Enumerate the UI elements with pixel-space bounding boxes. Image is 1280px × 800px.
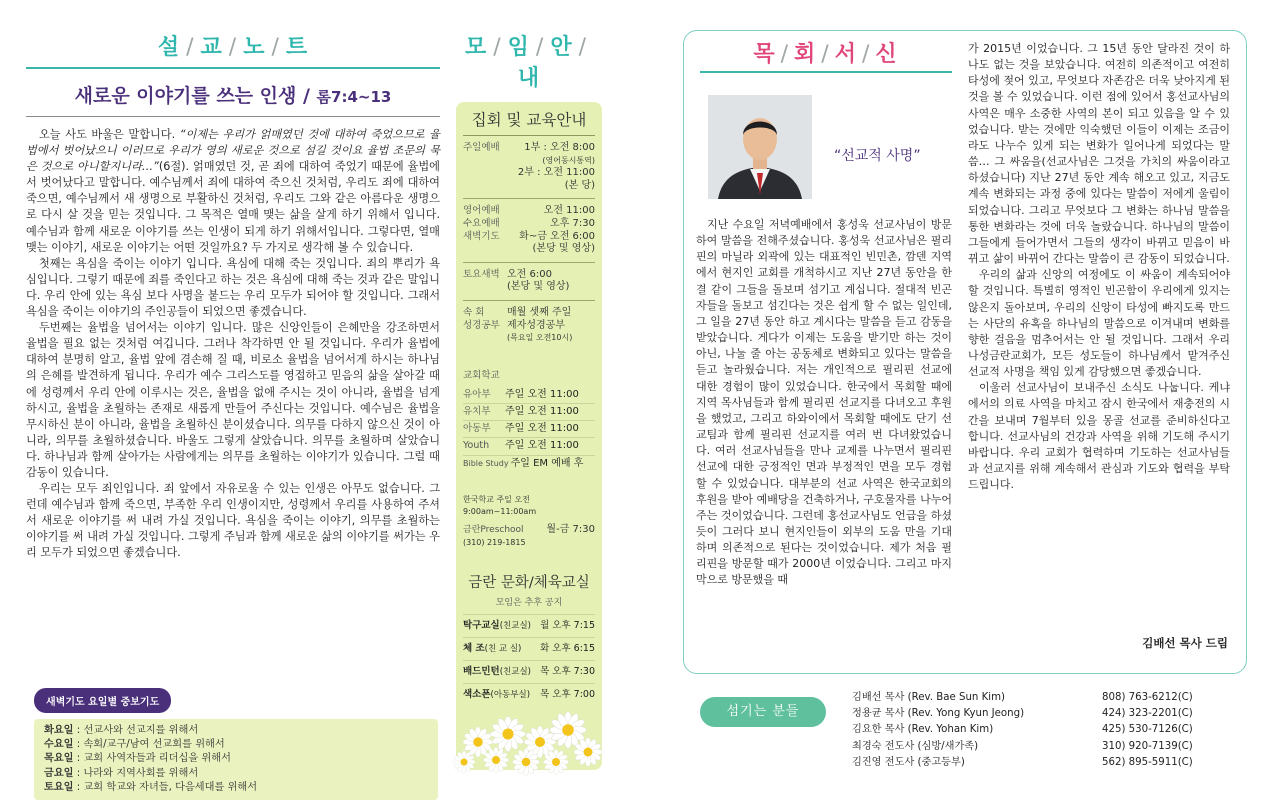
letter-text-left (696, 217, 952, 589)
culture-row: 배드민턴(친교실) 목 오후 7:30 (463, 660, 595, 683)
culture-class-title: 금란 문화/체육교실 (468, 575, 590, 592)
sermon-paragraph: 오늘 사도 바울은 말합니다. “이제는 우리가 얽매였던 것에 대하여 죽었으므로 율법에서 벗어났으니 이러므로 우리가 영의 새로운 것으로 섬길 것이요 율법 조문의 묵은 것으로 아니할지니라…”(6절). 얽매였던 것, 곧 죄에 대하여 죽었기 때문에 율법에서 벗어났다고 말합니다. 예수님께서 죄에 대하여 죽으신 것처럼, 우리도 죄에 대하여 죽으면, 예수님께서 새 생명으로 부활하신 것처럼, 우리도 그와 같은 아름다운 생명으로 다시 살 것을 믿는 것입니다. 그 목적은 열매 맺는 삶을 살게 하기 위해서 입니다. 예수님과 함께 새로운 이야기를 쓰는 인생이 되게 하기 위해서입니다. 그렇다면, 열매 맺는 이야기, 새로운 이야기는 어떤 것일까요? 두 가지로 생각해 볼 수 있습니다. (26, 128, 440, 254)
church-school-title: 교회학교 (463, 369, 500, 381)
schedule-column (456, 30, 602, 775)
sermon-heading-divider (26, 116, 440, 117)
letter-text-right (968, 41, 1230, 493)
schedule-box-title: 집회 및 교육안내 (463, 108, 595, 136)
sermon-paragraph: 첫째는 욕심을 죽이는 이야기 입니다. 욕심에 대해 죽는 것입니다. 죄의 뿌리가 욕심입니다. 그렇기 때문에 죄를 죽인다고 하는 것은 욕심에 대해 죽는 것과 같은 말입니다. 우리 안에 있는 욕심 보다 사명을 붙드는 우리 모두가 되어야 할 것입니다. 그래서 욕심을 죽이는 이야기의 주인공들이 되었으면 좋겠습니다. (26, 256, 440, 319)
pastor-portrait (708, 95, 812, 199)
culture-row: 색소폰(아동부실) 목 오후 7:00 (463, 683, 595, 706)
letter-paragraph: 우리의 삶과 신앙의 여정에도 이 싸움이 계속되어야 할 것입니다. 특별히 영적인 빈곤함이 우리에게 있지는 않은지 돌아보며, 우리의 신앙이 타성에 빠지도록 만드는 사단의 유혹을 하나님의 말씀으로 이겨내며 변화를 향한 걸음을 멈추어서는 안 될 것입니다. 그래서 우리 나성금란교회가, 모든 성도들이 하나님께서 맡겨주신 선교적 사명을 책임 있게 감당했으면 좋겠습니다. (968, 268, 1230, 379)
letter-signature: 김배선 목사 드림 (1142, 636, 1228, 650)
culture-row: 탁구교실(친교실) 월 오후 7:15 (463, 614, 595, 637)
servers-tag: 섬기는 분들 (700, 697, 826, 727)
dawn-prayer-list (34, 719, 438, 800)
schedule-row: 영어예배 오전 11:00 (463, 205, 595, 217)
sermon-heading (26, 81, 440, 108)
schedule-row: 유아부 주일 오전 11:00 (463, 387, 595, 404)
schedule-row: 성경공부 제자성경공부 (463, 319, 565, 331)
preschool-phone: (310) 219-1815 (463, 537, 526, 547)
list-item: 화요일 : 선교사와 선교지를 위해서 (44, 725, 199, 736)
scripture-quote: “이제는 우리가 얽매였던 것에 대하여 죽었으므로 율법에서 벗어났으니 이러므로 우리가 영의 새로운 것으로 섬길 것이요 율법 조문의 묵은 것으로 아니할지니라…” (26, 128, 440, 174)
schedule-row: (영어동시통역) (542, 155, 595, 165)
schedule-section-title: 모 / 임 / 안 /내 (464, 35, 588, 91)
culture-row: 체 조(친 교 실) 화 오후 6:15 (463, 637, 595, 660)
preschool-row: 금란Preschool 월-금 7:30 (463, 523, 595, 535)
culture-class-note: 모임은 추후 공지 (495, 598, 563, 609)
letter-paragraph: 가 2015년 이었습니다. 그 15년 동안 달라진 것이 하나도 없는 것을 보았습니다. 여전히 의존적이고 여전히 타성에 젖어 있고, 무엇보다 자존감은 더욱 낮아지게 된 것을 볼 수 있었습니다. 이런 점에 있어서 홍선교사님의 사역은 매우 소중한 사역의 본이 되고 있음을 알 수 있었습니다. 받는 것에만 익숙했던 이들이 이제는 조금이라도 나누수 있게 되는 변화가 일어나게 되었다는 말씀… 그 싸움을(선교사님은 그것을 가치의 싸움이라고 하셨습니다) 지난 27년 동안 계속 해오고 있고, 지금도 계속 변화되는 과정 중에 있다는 말씀이 저에게 울림이 되었습니다. 그리고 무엇보다 그 변화는 하나님 말씀을 통한 변화라는 것에 더욱 놀랐습니다. 하나님의 말씀이 그들에게 들어가면서 그들의 생각이 바뀌고 믿음이 바뀌고 삶이 바뀌어 간다는 말씀이 큰 감동이 되었습니다. (968, 42, 1230, 266)
schedule-row: 주일예배 1부 : 오전 8:00 (463, 142, 595, 153)
daisy-decoration (456, 690, 602, 770)
schedule-row: 유치부 주일 오전 11:00 (463, 404, 595, 421)
schedule-row: 새벽기도 화~금 오전 6:00 (463, 230, 595, 242)
dawn-prayer-tag: 새벽기도 요일별 중보기도 (34, 688, 171, 713)
sermon-section-title: 설 / 교 / 노 / 트 (157, 35, 309, 60)
schedule-row: 토요새벽 오전 6:00 (463, 268, 552, 280)
list-item: 목요일 : 교회 사역자들과 리더십을 위해서 (44, 753, 231, 765)
schedule-row: 아동부 주일 오전 11:00 (463, 421, 595, 438)
letter-section-title: 목 / 회 / 서 / 신 (753, 42, 897, 67)
sermon-paragraph: 우리는 모두 죄인입니다. 죄 앞에서 자유로울 수 있는 인생은 아무도 없습니다. 그런데 예수님과 함께 죽으면, 부족한 우리 인생이지만, 성령께서 우리를 사용하여 주셔서 새로운 이야기를 써 내려 가실 것입니다. 욕심을 죽이는 이야기, 의무를 초월하는 이야기를 써 내려 가실 것입니다. 그렇게 주님과 함께 새로운 삶의 이야기를 써가는 우리 모두가 되었으면 좋겠습니다. (26, 482, 440, 560)
list-item: 정용균 목사 (Rev. Yong Kyun Jeong) 424) 323-2201(C) (852, 708, 1193, 720)
sermon-title-rule (26, 67, 440, 69)
list-item: 수요일 : 속회/교구/남여 선교회를 위해서 (44, 739, 225, 751)
list-item: 김요한 목사 (Rev. Yohan Kim) 425) 530-7126(C) (852, 724, 1193, 736)
schedule-row: Bible Study 주일 EM 예배 후 (463, 457, 584, 469)
list-item: 최경숙 전도사 (심방/새가족) 310) 920-7139(C) (852, 740, 1193, 752)
list-item: 토요일 : 교회 학교와 자녀들, 다음세대를 위해서 (44, 781, 258, 793)
letter-subtitle: “선교적 사명” (834, 148, 921, 164)
sermon-title: 새로운 이야기를 쓰는 인생 / (74, 85, 310, 107)
schedule-row: 수요예배 오후 7:30 (463, 217, 595, 229)
letter-paragraph: 지난 수요일 저녁예배에서 홍성욱 선교사님이 방문하여 말씀을 전해주셨습니다. 홍성욱 선교사님은 필리핀의 마닐라 외곽에 있는 대표적인 빈민촌, 깜덴 지역에서 현지인 교회를 개척하시고 지난 27년 동안을 한결 같이 그들을 돌보며 섬기고 계십니다. 절대적 빈곤자들을 돌보고 섬긴다는 것은 쉽게 할 수 없는 일인데, 그 일을 27년 동안 하고 계시다는 말씀을 듣고 감동을 받았습니다. 게다가 이제는 도움을 받기만 하는 것이 아닌, 나눌 줄 아는 공동체로 변화되고 있다는 말씀을 듣고 놀라웠습니다. 저는 개인적으로 필리핀 선교에 대한 경험이 많이 있었습니다. 한국에서 목회할 때에 지역 목사님들과 함께 필리핀 선교지를 다녀오고 후원을 했었고, 그리고 하와이에서 목회할 때에도 단기 선교팀과 함께 필리핀 선교지를 여러 번 다녀왔었습니다. 여러 선교사님들을 만나 교제를 나누면서 필리핀 선교에 대한 긍정적인 면과 부정적인 면을 모두 경험할 수 있었습니다. 대부분의 선교 사역은 한국교회의 후원을 받아 예배당을 건축하거나, 구호물자를 나누어 주는 것이었습니다. 그런데 홍선교사님도 언급을 하셨듯이 그러다 보니 현지인들이 외부의 도움 만을 기대하며 의존적으로 된다는 것이었습니다. 제가 처음 필리핀을 방문할 때가 2000년 이었습니다. 그리고 마지막으로 방문했을 때 (696, 218, 952, 587)
sermon-column (26, 30, 440, 793)
list-item: 김배선 목사 (Rev. Bae Sun Kim) 808) 763-6212(C) (852, 692, 1193, 703)
schedule-row: 2부 : 오전 11:00 (517, 167, 595, 179)
schedule-row: Youth 주일 오전 11:00 (463, 438, 595, 455)
pastoral-letter-box (683, 30, 1247, 674)
schedule-row: (본당 및 영상) (507, 281, 570, 293)
schedule-row: (본당 및 영상) (532, 243, 595, 255)
letter-paragraph: 이울러 선교사님이 보내주신 소식도 나눕니다. 케냐에서의 의료 사역을 마치고 잠시 한국에서 재충전의 시간을 보내며 7월부터 있을 몽골 선교를 준비하신다고 합니다. 선교사님의 건강과 사역을 위해 기도해 주시기 바랍니다. 우리 교회가 협력하며 기도하는 선교사님들과 선교지를 위해 계속해서 관심과 기도와 협력을 부탁드립니다. (968, 381, 1230, 492)
letter-title-rule (700, 71, 952, 73)
list-item: 김진영 전도사 (중고등부) 562) 895-5911(C) (852, 756, 1193, 768)
sermon-body (26, 127, 440, 562)
sermon-paragraph: 두번째는 율법을 넘어서는 이야기 입니다. 많은 신앙인들이 은혜만을 강조하면서 율법을 필요 없는 것처럼 여깁니다. 그러나 착각하면 안 될 것입니다. 우리가 율법에 대하여 분명히 알고, 율법 앞에 겸손해 질 때, 비로소 율법을 넘어서게 하시는 하나님의 은혜를 발견하게 됩니다. 우리가 예수 그리스도를 영접하고 믿음의 삶을 살아갈 때에 성령께서 우리 안에 이루시는 것은, 율법을 없애 주시는 것이 아니라, 율법을 넘게 하시고, 율법을 초월하는 존재로 새롭게 만들어 주신다는 것입니다. 예수님은 율법을 무시하신 분이 아니라, 율법을 초월하신 분이셨습니다. 의무를 다하지 않으신 것이 아니라, 의무를 초월하셨습니다. 바울도 그렇게 살았습니다. 의무를 초월하며 살았습니다. 하나님과 함께 살아가는 사람에게는 의무를 초월하는 이야기가 있습니다. 그럴 때 감동이 있습니다. (26, 321, 440, 479)
servers-list (852, 690, 1212, 771)
korean-school-row: 한국학교 주일 오전 9:00am~11:00am (463, 494, 537, 517)
schedule-row: 속 회 매월 셋째 주일 (463, 306, 572, 318)
schedule-row: (본 당) (564, 179, 595, 191)
schedule-row: (목요일 오전10시) (507, 333, 573, 343)
scripture-reference: 롬7:4~13 (316, 88, 392, 106)
schedule-box (456, 102, 602, 770)
list-item: 금요일 : 나라와 지역사회를 위해서 (44, 767, 199, 779)
dawn-prayer-box (34, 688, 438, 800)
